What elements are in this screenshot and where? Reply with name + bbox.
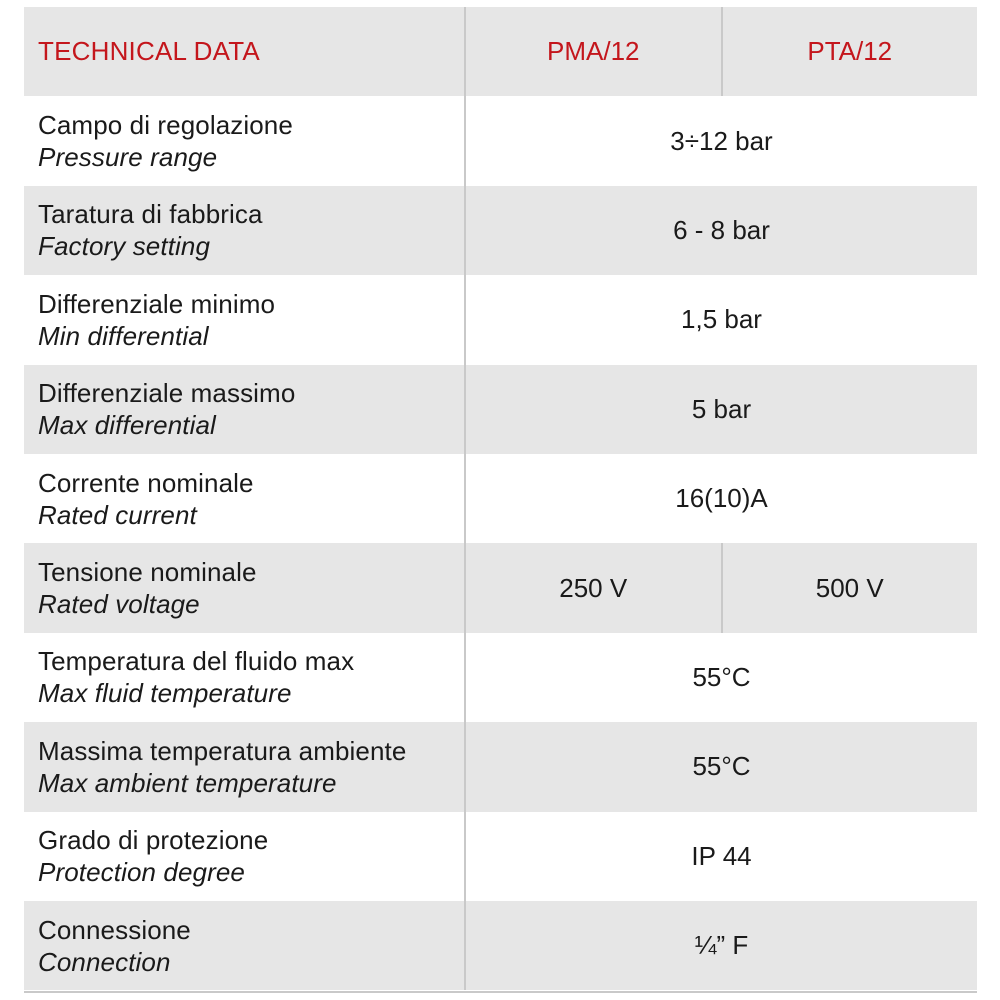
row-label — [24, 722, 466, 811]
table-row — [24, 454, 977, 543]
header-models — [466, 7, 977, 96]
label-english: Max fluid temperature — [38, 678, 292, 709]
label-english: Factory setting — [38, 231, 211, 262]
table-bottom-divider — [24, 991, 977, 993]
header-title: TECHNICAL DATA — [38, 36, 260, 67]
label-italian: Connessione — [38, 914, 191, 945]
table-row — [24, 722, 977, 811]
label-italian: Tensione nominale — [38, 557, 257, 588]
row-label — [24, 812, 466, 901]
row-label — [24, 365, 466, 454]
label-italian: Differenziale massimo — [38, 378, 296, 409]
label-english: Pressure range — [38, 142, 218, 173]
row-value-pta: 500 V — [815, 572, 884, 603]
label-english: Min differential — [38, 320, 209, 351]
row-value: 6 - 8 bar — [673, 214, 770, 245]
label-english: Connection — [38, 946, 171, 977]
row-label — [24, 186, 466, 275]
label-italian: Temperatura del fluido max — [38, 646, 355, 677]
label-italian: Grado di protezione — [38, 825, 269, 856]
table-row — [24, 901, 977, 990]
row-label — [24, 901, 466, 990]
label-english: Protection degree — [38, 857, 245, 888]
label-italian: Differenziale minimo — [38, 288, 276, 319]
technical-data-table — [24, 7, 977, 990]
label-english: Rated voltage — [38, 589, 200, 620]
row-value: 5 bar — [691, 393, 752, 424]
label-english: Rated current — [38, 499, 197, 530]
table-row — [24, 365, 977, 454]
label-english: Max differential — [38, 410, 216, 441]
label-italian: Corrente nominale — [38, 467, 254, 498]
row-value: ¼” F — [694, 930, 749, 961]
row-value: 1,5 bar — [681, 304, 762, 335]
row-value: 55°C — [692, 661, 751, 692]
row-label — [24, 275, 466, 364]
table-row — [24, 543, 977, 632]
table-row — [24, 812, 977, 901]
header-model-pta: PTA/12 — [807, 36, 893, 67]
label-italian: Campo di regolazione — [38, 110, 293, 141]
label-english: Max ambient temperature — [38, 767, 337, 798]
row-label — [24, 96, 466, 185]
row-value: IP 44 — [691, 840, 752, 871]
row-value: 16(10)A — [675, 483, 768, 514]
row-label — [24, 633, 466, 722]
row-value-pma: 250 V — [466, 543, 723, 632]
row-label — [24, 454, 466, 543]
table-row — [24, 96, 977, 185]
table-header-row — [24, 7, 977, 96]
row-label — [24, 543, 466, 632]
row-value: 3÷12 bar — [670, 125, 773, 156]
table-row — [24, 275, 977, 364]
row-value-split — [466, 543, 977, 632]
table-row — [24, 633, 977, 722]
header-title-cell — [24, 7, 466, 96]
table-row — [24, 186, 977, 275]
label-italian: Taratura di fabbrica — [38, 199, 263, 230]
label-italian: Massima temperatura ambiente — [38, 735, 407, 766]
header-model-pma: PMA/12 — [466, 7, 723, 96]
row-value: 55°C — [692, 751, 751, 782]
